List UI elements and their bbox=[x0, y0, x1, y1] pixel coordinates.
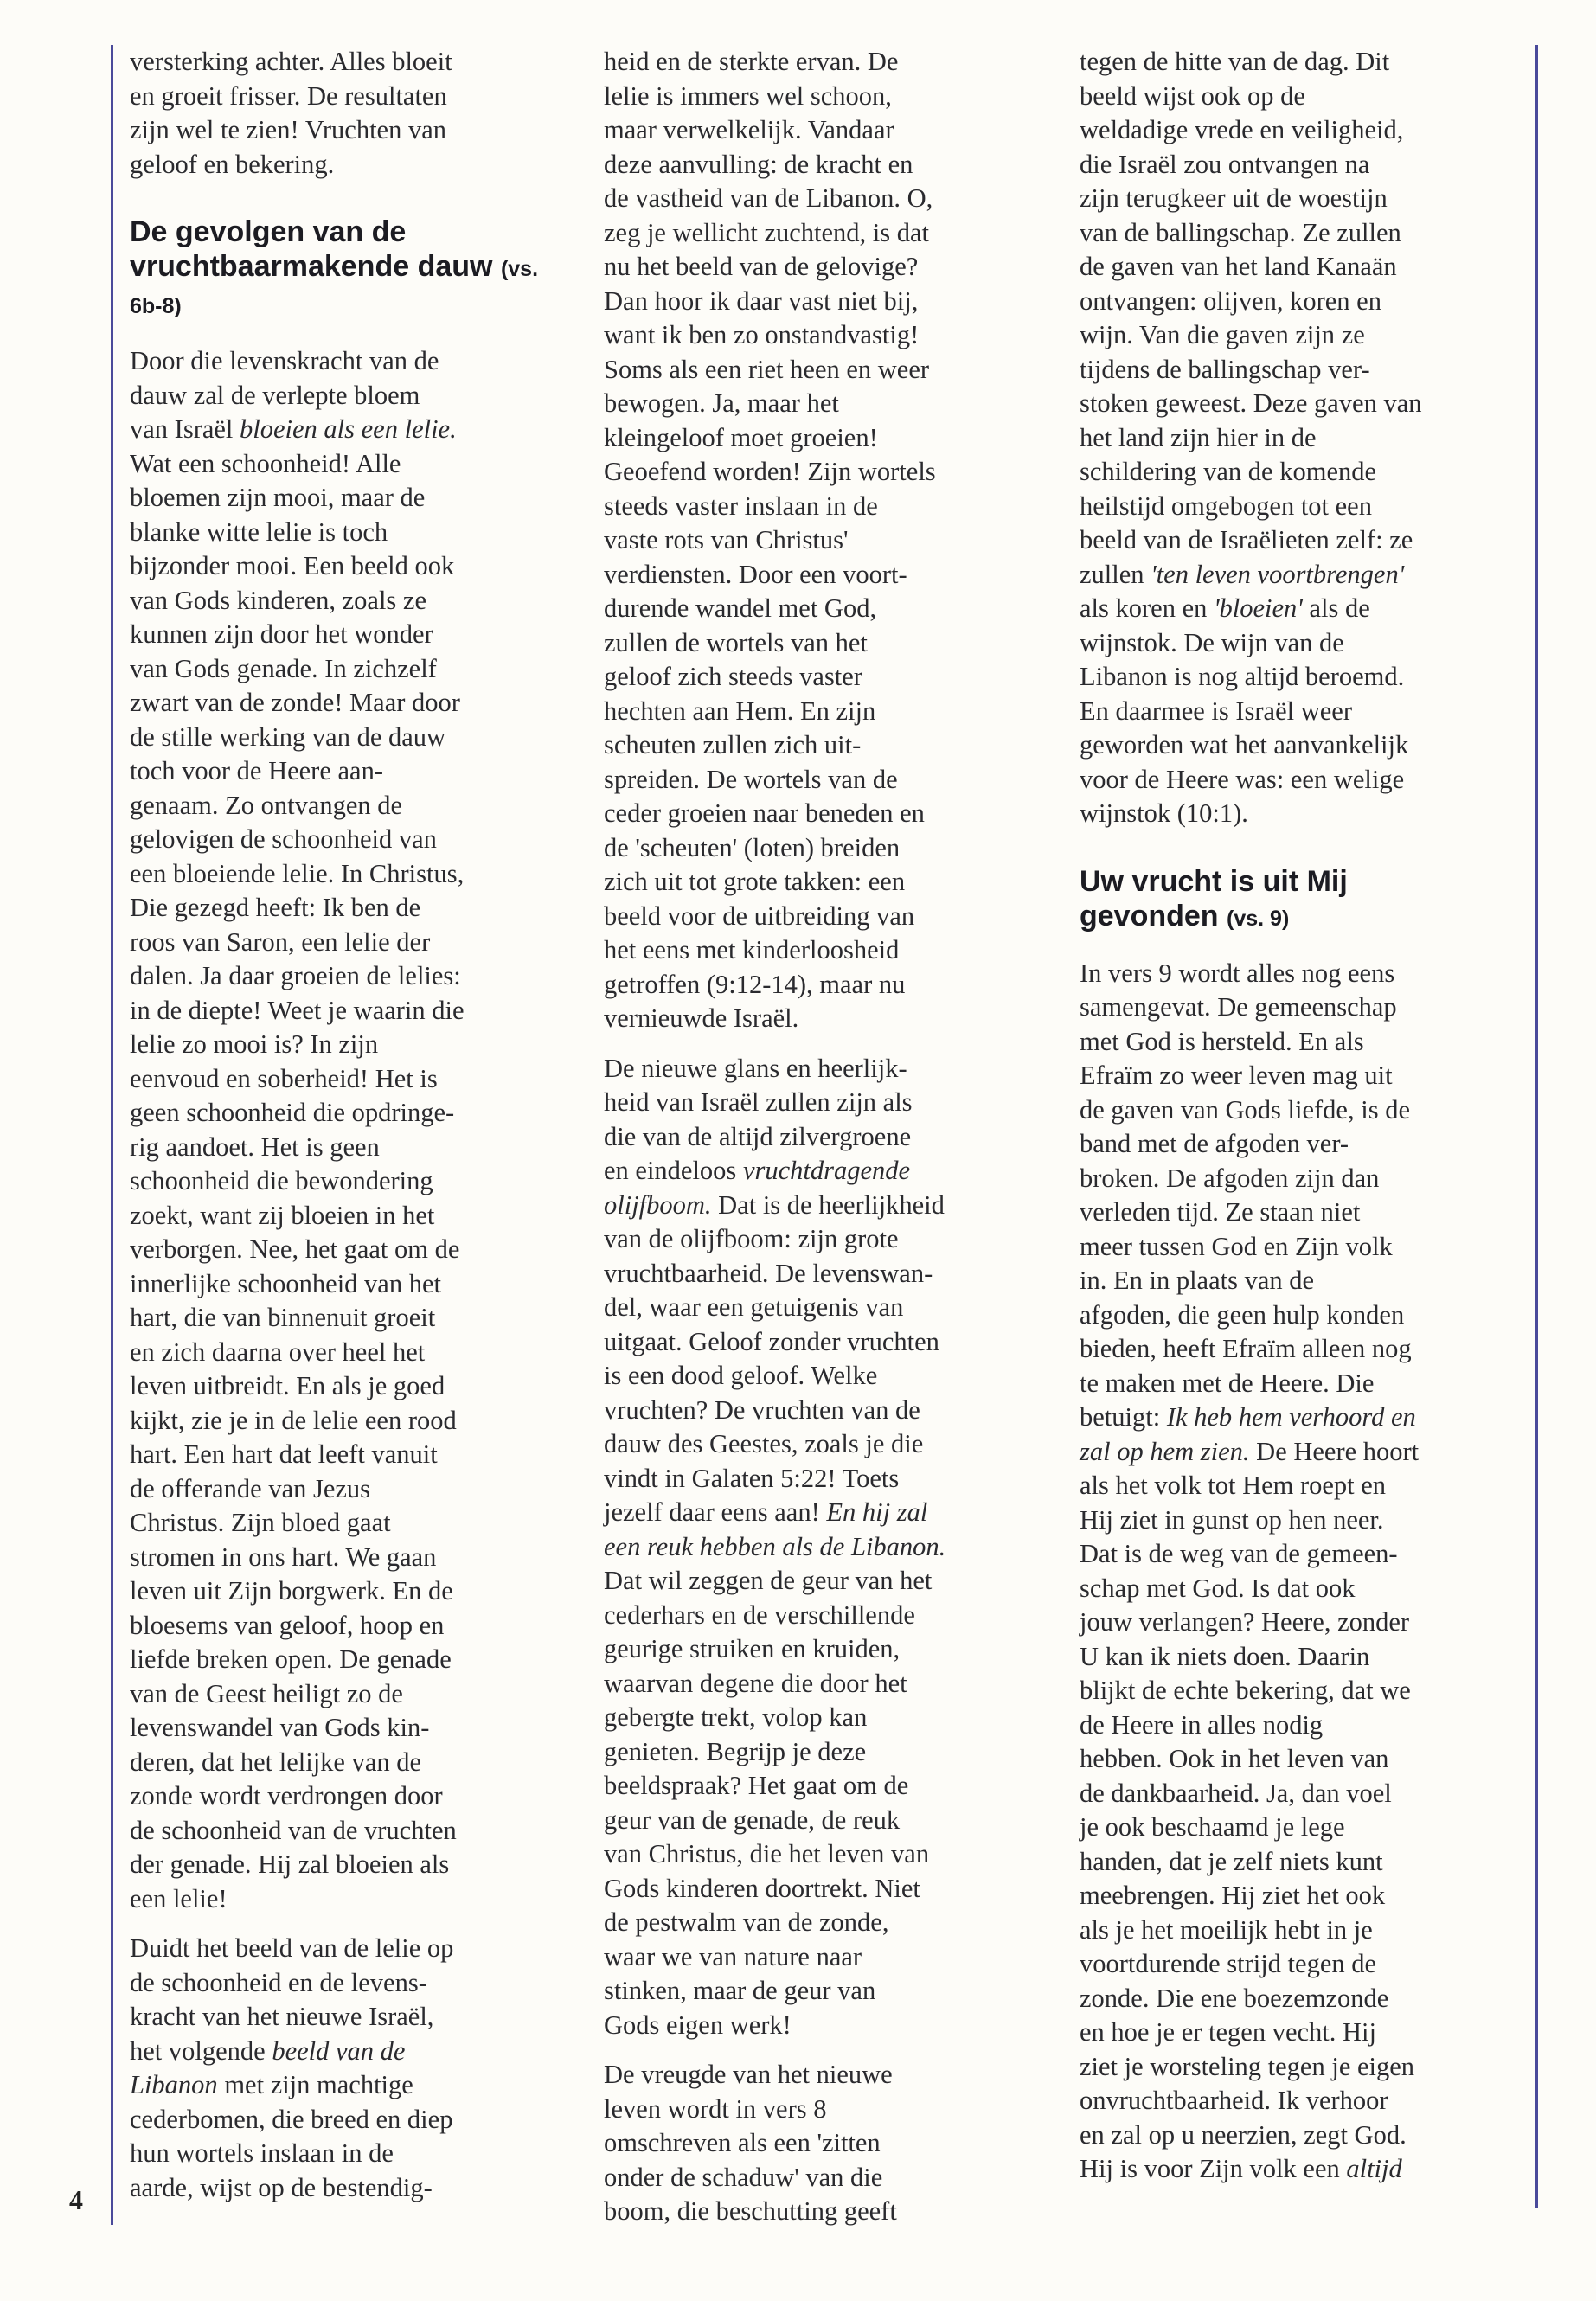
verse-reference: (vs. 9) bbox=[1227, 906, 1290, 931]
paragraph: De nieuwe glans en heerlijk- heid van Israël zullen zijn als die van de altijd zilvergroene en eindeloos vruchtdragende olijfboom. Dat is de heerlijkheid van de olijfboom: zijn grote vruchtbaarheid. De levenswan- del, waar een getuigenis van uitgaat. Geloof zonder vruchten is een dood geloof. Welke vruchten? De vruchten van de dauw des Geestes, zoals je die vindt in Galaten 5:22! Toets jezelf daar eens aan! En hij zal een reuk hebben als de Libanon. Dat wil zeggen de geur van het cederhars en de verschillende geurige struiken en kruiden, waarvan degene die door het gebergte trekt, volop kan genieten. Begrijp je deze beeldspraak? Het gaat om de geur van de genade, de reuk van Christus, die het leven van Gods kinderen doortrekt. Niet de pestwalm van de zonde, waar we van nature naar stinken, maar de geur van Gods eigen werk! bbox=[604, 1053, 946, 2040]
column-1 bbox=[130, 45, 554, 2205]
column-rule-left bbox=[111, 45, 113, 2225]
page-number: 4 bbox=[69, 2184, 83, 2215]
column-2 bbox=[604, 45, 1036, 2229]
paragraph: versterking achter. Alles bloeit en groeit frisser. De resultaten zijn wel te zien! Vruchten van geloof en bekering. bbox=[130, 47, 452, 179]
paragraph: In vers 9 wordt alles nog eens samengevat. De gemeenschap met God is hersteld. En als Efraïm zo weer leven mag uit de gaven van Gods liefde, is de band met de afgoden ver- broken. De afgoden zijn dan verleden tijd. Ze staan niet meer tussen God en Zijn volk in. En in plaats van de afgoden, die geen hulp konden bieden, heeft Efraïm alleen nog te maken met de Heere. Die betuigt: Ik heb hem verhoord en zal op hem zien. De Heere hoort als het volk tot Hem roept en Hij ziet in gunst op hen neer. Dat is de weg van de gemeen- schap met God. Is dat ook jouw verlangen? Heere, zonder U kan ik niets doen. Daarin blijkt de echte bekering, dat we de Heere in alles nodig hebben. Ook in het leven van de dankbaarheid. Ja, dan voel je ook beschaamd je lege handen, dat je zelf niets kunt meebrengen. Hij ziet het ook als je het moeilijk hebt in je voortdurende strijd tegen de zonde. Die ene boezemzonde en hoe je er tegen vecht. Hij ziet je worsteling tegen je eigen onvruchtbaarheid. Ik verhoor en zal op u neerzien, zegt God. Hij is voor Zijn volk een altijd bbox=[1080, 958, 1420, 2183]
section-heading: De gevolgen van de vruchtbaarmakende dauw (vs. 6b-8) bbox=[130, 215, 539, 318]
verse-reference: (vs. 6b-8) bbox=[130, 257, 539, 318]
paragraph: heid en de sterkte ervan. De lelie is immers wel schoon, maar verwelkelijk. Vandaar deze aanvulling: de kracht en de vastheid van de Libanon. O, zeg je wellicht zuchtend, is dat nu het beeld van de gelovige? Dan hoor ik daar vast niet bij, want ik ben zo onstandvastig! Soms als een riet heen en weer bewogen. Ja, maar het kleingeloof moet groeien! Geoefend worden! Zijn wortels steeds vaster inslaan in de vaste rots van Christus' verdiensten. Door een voort- durende wandel met God, zullen de wortels van het geloof zich steeds vaster hechten aan Hem. En zijn scheuten zullen zich uit- spreiden. De wortels van de ceder groeien naar beneden en de 'scheuten' (loten) breiden zich uit tot grote takken: een beeld voor de uitbreiding van het eens met kinderloosheid getroffen (9:12-14), maar nu vernieuwde Israël. bbox=[604, 47, 936, 1033]
column-rule-right bbox=[1535, 45, 1538, 2208]
paragraph: Door die levenskracht van de dauw zal de verlepte bloem van Israël bloeien als een lelie. Wat een schoonheid! Alle bloemen zijn mooi, maar de blanke witte lelie is toch bijzonder mooi. Een beeld ook van Gods kinderen, zoals ze kunnen zijn door het wonder van Gods genade. In zichzelf zwart van de zonde! Maar door de stille werking van de dauw toch voor de Heere aan- genaam. Zo ontvangen de gelovigen de schoonheid van een bloeiende lelie. In Christus, Die gezegd heeft: Ik ben de roos van Saron, een lelie der dalen. Ja daar groeien de lelies: in de diepte! Weet je waarin die lelie zo mooi is? In zijn eenvoud en soberheid! Het is geen schoonheid die opdringe- rig aandoet. Het is geen schoonheid die bewondering zoekt, want zij bloeien in het verborgen. Nee, het gaat om de innerlijke schoonheid van het hart, die van binnenuit groeit en zich daarna over heel het leven uitbreidt. En als je goed kijkt, zie je in de lelie een rood hart. Een hart dat leeft vanuit de offerande van Jezus Christus. Zijn bloed gaat stromen in ons hart. We gaan leven uit Zijn borgwerk. En de bloesems van geloof, hoop en liefde breken open. De genade van de Geest heiligt zo de levenswandel van Gods kin- deren, dat het lelijke van de zonde wordt verdrongen door de schoonheid van de vruchten der genade. Hij zal bloeien als een lelie! bbox=[130, 346, 465, 1913]
paragraph: Duidt het beeld van de lelie op de schoonheid en de levens- kracht van het nieuwe Israël, het volgende beeld van de Libanon met zijn machtige cederbomen, die breed en diep hun wortels inslaan in de aarde, wijst op de bestendig- bbox=[130, 1933, 454, 2202]
paragraph: De vreugde van het nieuwe leven wordt in vers 8 omschreven als een 'zitten onder de schaduw' van die boom, die beschutting geeft bbox=[604, 2060, 897, 2226]
column-3 bbox=[1080, 45, 1529, 2187]
section-heading: Uw vrucht is uit Mij gevonden (vs. 9) bbox=[1080, 864, 1348, 933]
paragraph: tegen de hitte van de dag. Dit beeld wijst ook op de weldadige vrede en veiligheid, die Israël zou ontvangen na zijn terugkeer uit de woestijn van de ballingschap. Ze zullen de gaven van het land Kanaän ontvangen: olijven, koren en wijn. Van die gaven zijn ze tijdens de ballingschap ver- stoken geweest. Deze gaven van het land zijn hier in de schildering van de komende heilstijd omgebogen tot een beeld van de Israëlieten zelf: ze zullen 'ten leven voortbrengen' als koren en 'bloeien' als de wijnstok. De wijn van de Libanon is nog altijd beroemd. En daarmee is Israël weer geworden wat het aanvankelijk voor de Heere was: een welige wijnstok (10:1). bbox=[1080, 47, 1422, 828]
